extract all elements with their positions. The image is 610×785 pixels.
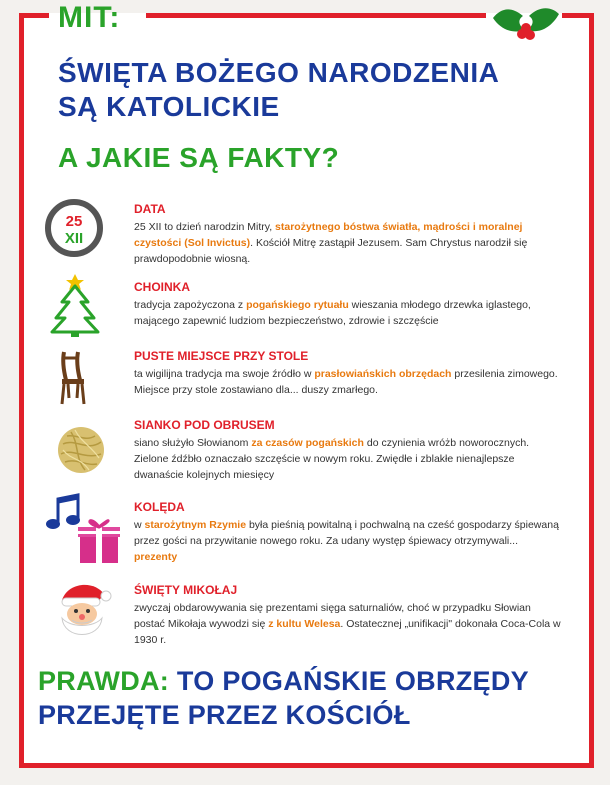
holly-icon xyxy=(489,0,563,44)
calendar-25-xii-icon xyxy=(44,198,104,258)
fact-text xyxy=(134,366,564,398)
title-line-1: ŚWIĘTA BOŻEGO NARODZENIA xyxy=(58,57,500,88)
santa-claus-icon xyxy=(54,578,114,644)
truth-line-1 xyxy=(38,664,529,698)
text-segment: wieszania młodego drzewka iglastego, mającego zapewnić ludziom bezpieczeństwo, zdrowie i szczęście xyxy=(134,299,531,327)
fact-text xyxy=(134,600,564,648)
text-segment: siano służyło Słowianom xyxy=(134,437,252,449)
fact-title: CHOINKA xyxy=(134,280,190,294)
highlighted-text: prezenty xyxy=(134,551,178,563)
truth-text-1: TO POGAŃSKIE OBRZĘDY xyxy=(176,666,529,696)
main-title xyxy=(58,56,499,124)
fact-text xyxy=(134,435,564,483)
fact-title: PUSTE MIEJSCE PRZY STOLE xyxy=(134,349,309,363)
fact-title: DATA xyxy=(134,202,166,216)
highlighted-text: starożytnego bóstwa światła, mądrości i moralnej czystości (Sol Invictus) xyxy=(134,221,523,249)
text-segment: tradycja zapożyczona z xyxy=(134,299,247,311)
frame-top-left xyxy=(19,13,49,18)
text-segment: była pieśnią powitalną i pochwalną na cześć gospodarzy śpiewaną przez gości na przywitanie nowego roku. Za udany występ śpiewacy otrzymywali... xyxy=(134,519,559,547)
fact-christmas-tree xyxy=(134,280,564,329)
fact-hay xyxy=(134,418,564,483)
myth-label: MIT: xyxy=(58,1,121,34)
highlighted-text: pogańskiego rytuału xyxy=(246,299,349,311)
truth-label: PRAWDA: xyxy=(38,666,170,696)
calendar-day: 25 xyxy=(65,213,83,230)
truth-line-2: PRZEJĘTE PRZEZ KOŚCIÓŁ xyxy=(38,700,411,730)
text-segment: zwyczaj obdarowywania się prezentami sięga saturnaliów, choć w przypadku Słowian postać Mikołaja wywodzi się xyxy=(134,602,531,630)
music-note-gift-icon xyxy=(44,493,122,565)
fact-date xyxy=(134,202,564,267)
fact-text xyxy=(134,517,564,565)
fact-empty-seat xyxy=(134,349,564,398)
chair-icon xyxy=(58,350,88,406)
frame-top-right xyxy=(562,13,589,18)
calendar-month: XII xyxy=(64,230,84,247)
fact-text xyxy=(134,297,564,329)
fact-text xyxy=(134,219,564,267)
text-segment: 25 XII to dzień narodzin Mitry, xyxy=(134,221,276,233)
fact-title: KOLĘDA xyxy=(134,500,185,514)
frame-top-mid xyxy=(146,13,486,18)
fact-carol xyxy=(134,500,564,565)
title-line-2: SĄ KATOLICKIE xyxy=(58,91,280,122)
highlighted-text: prasłowiańskich obrzędach xyxy=(314,368,452,380)
text-segment: do czynienia wróżb noworocznych. Zielone źdźbło oznaczało szczęście w nowym roku. Zwiędłe i zblakłe nienajlepsze dwanaście kolejnych miesięcy xyxy=(134,437,530,481)
text-segment: w xyxy=(134,519,145,531)
facts-heading: A JAKIE SĄ FAKTY? xyxy=(58,142,340,173)
text-segment: przesilenia zimowego. Miejsce przy stole zostawiano dla... duszy zmarłego. xyxy=(134,368,558,396)
fact-title: SIANKO POD OBRUSEM xyxy=(134,418,275,432)
highlighted-text: starożytnym Rzymie xyxy=(144,519,247,531)
hay-icon xyxy=(55,424,107,476)
fact-title: ŚWIĘTY MIKOŁAJ xyxy=(134,583,238,597)
text-segment: ta wigilijna tradycja ma swoje źródło w xyxy=(134,368,315,380)
highlighted-text: za czasów pogańskich xyxy=(251,437,364,449)
truth-statement xyxy=(38,664,529,732)
fact-santa xyxy=(134,583,564,648)
highlighted-text: z kultu Welesa xyxy=(268,618,341,630)
text-segment: . Kościół Mitrę zastąpił Jezusem. Sam Chrystus narodził się prawdopodobnie wiosną. xyxy=(134,237,528,265)
christmas-tree-icon xyxy=(50,272,100,338)
text-segment: . Ostatecznej „unifikacji" dokonała Coca-Cola w 1930 r. xyxy=(134,618,561,646)
